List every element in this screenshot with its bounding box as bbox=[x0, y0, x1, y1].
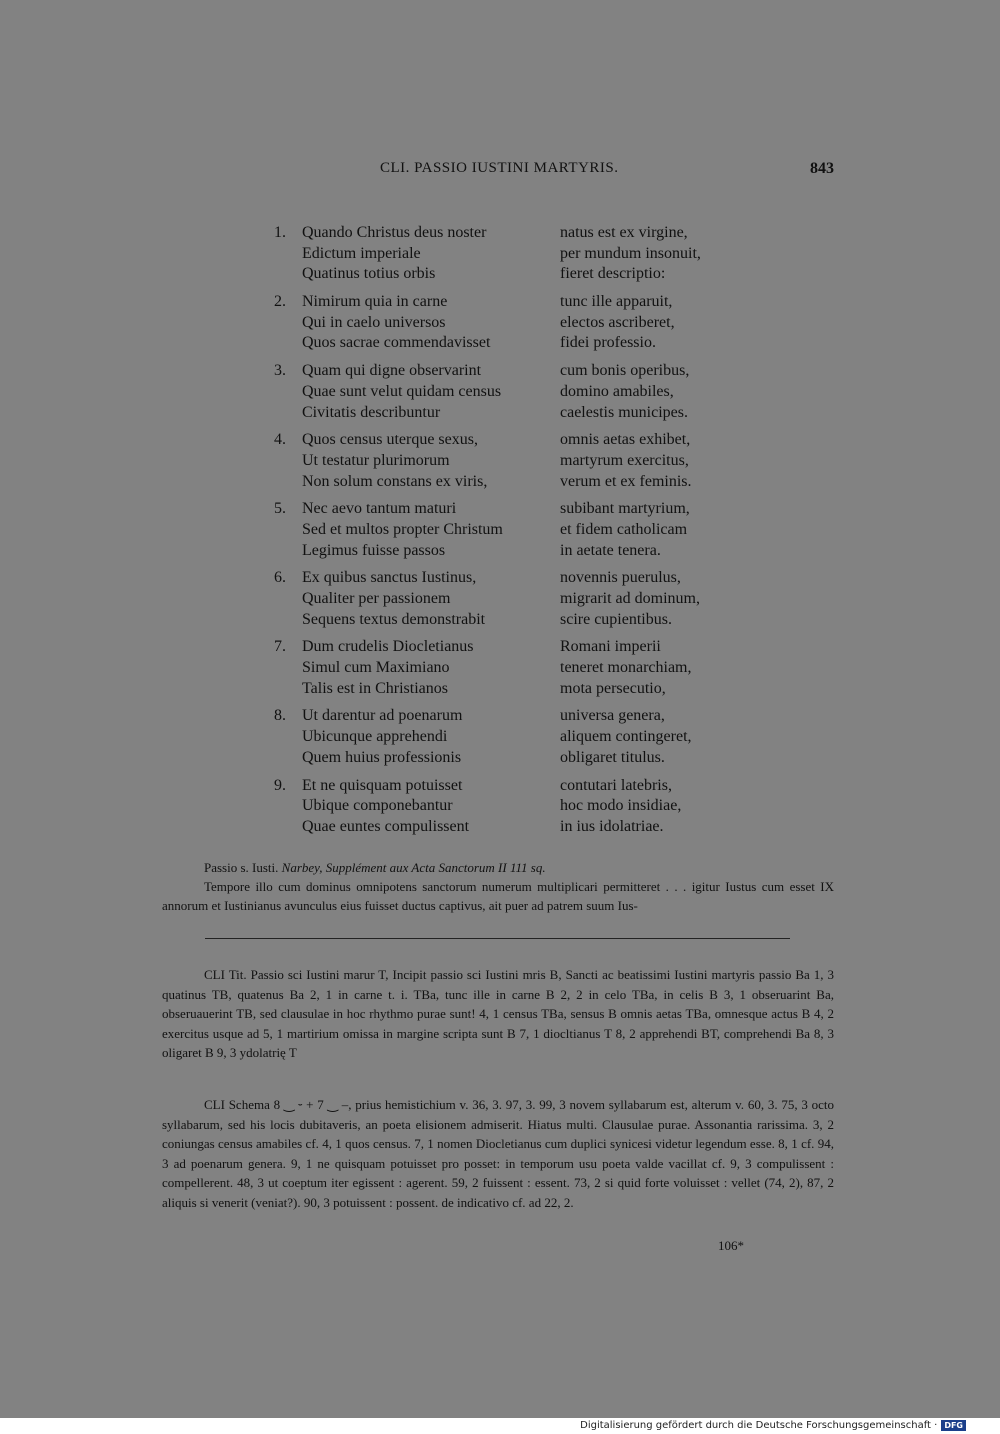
stanza bbox=[270, 776, 770, 838]
stanza-number: 4. bbox=[274, 431, 286, 449]
verse-second-hemistich: mota persecutio, bbox=[560, 679, 666, 697]
verse-line bbox=[270, 451, 770, 472]
verse-line bbox=[270, 333, 770, 354]
verse-second-hemistich: teneret monarchiam, bbox=[560, 659, 692, 677]
verse-line bbox=[270, 748, 770, 769]
verse-second-hemistich: universa genera, bbox=[560, 707, 665, 725]
apparatus-metrical bbox=[162, 1095, 834, 1213]
verse-line bbox=[270, 679, 770, 700]
verse-first-hemistich: Ut darentur ad poenarum bbox=[302, 707, 463, 725]
source-text: Tempore illo cum dominus omnipotens sanctorum numerum multiplicari permitteret . . . igitur Iustus cum esset IX annorum et Iustinianus avunculus eius fuisset ductus captivus, ait puer ad patrem suum Ius- bbox=[162, 879, 834, 913]
verse-line bbox=[270, 264, 770, 285]
verse-first-hemistich: Quos sacrae commendavisset bbox=[302, 334, 491, 352]
apparatus-text: CLI Tit. Passio sci Iustini marur T, Incipit passio sci Iustini mris B, Sancti ac beatissimi Iustini martyris passio Ba 1, 3 quatinus TB, quatenus Ba 2, 1 in carne t. i. TBa, tunc ille in carne B 2, 2 in celo TBa, in celis B 3, 1 obseruarint Ba, obseruauerint TB, sed clausulae in hoc rhythmo purae sunt! 4, 1 census TBa, sensus B omnis aetas TBa, omnesque actus B 4, 2 exercitus usque ad 5, 1 martirium omissa in margine scripta sunt B 7, 1 diocltianus T 8, 2 apprehendi BT, comprehendi Ba 8, 3 oligaret B 9, 3 ydolatrię T bbox=[162, 967, 834, 1061]
stanza bbox=[270, 706, 770, 768]
verse-line bbox=[270, 568, 770, 589]
stanza bbox=[270, 361, 770, 423]
verse-first-hemistich: Ubique componebantur bbox=[302, 797, 453, 815]
verse-second-hemistich: per mundum insonuit, bbox=[560, 244, 701, 262]
metrical-notes-text: CLI Schema 8 ‿ ⏑ + 7 ‿ –, prius hemistichium v. 36, 3. 97, 3. 99, 3 novem syllabarum est, alterum v. 60, 3. 75, 3 octo syllabarum, sed his locis dubitaveris, an poeta elisionem admiserit. Hiatus multi. Clausulae purae. Assonantia rarissima. 3, 2 coniungas census amabiles cf. 4, 1 quos census. 7, 1 nomen Diocletianus cum duplici synicesi videtur legendum esse. 8, 1 cf. 94, 3 ad poenarum genera. 9, 1 ne quisquam potuisset pro posset: in temporum usu poeta valde vacillat cf. 9, 3 compulissent : compellerent. 48, 3 ut coeptum iter egissent : agerent. 59, 2 fuissent : essent. 73, 2 si quid forte voluisset : vellet (74, 2), 87, 2 aliquis si venerit (veniat?). 90, 3 potuissent : possent. de indicativo cf. ad 22, 2. bbox=[162, 1097, 834, 1210]
footer bbox=[580, 1420, 966, 1431]
verse-first-hemistich: Ut testatur plurimorum bbox=[302, 451, 450, 469]
stanza-number: 8. bbox=[274, 707, 286, 725]
stanza bbox=[270, 568, 770, 630]
verse-first-hemistich: Nec aevo tantum maturi bbox=[302, 500, 457, 518]
verse-second-hemistich: obligaret titulus. bbox=[560, 748, 665, 766]
verse-first-hemistich: Legimus fuisse passos bbox=[302, 541, 446, 559]
verse-line bbox=[270, 292, 770, 313]
verse-first-hemistich: Et ne quisquam potuisset bbox=[302, 776, 463, 794]
stanza-number: 9. bbox=[274, 776, 286, 794]
footer-text: Digitalisierung gefördert durch die Deutsche Forschungsgemeinschaft · bbox=[580, 1420, 938, 1431]
verse-line bbox=[270, 541, 770, 562]
verse-first-hemistich: Quae euntes compulissent bbox=[302, 817, 470, 835]
running-head: CLI. PASSIO IUSTINI MARTYRIS. bbox=[380, 160, 619, 176]
verse-first-hemistich: Non solum constans ex viris, bbox=[302, 472, 488, 490]
verse-line bbox=[270, 382, 770, 403]
verse-line bbox=[270, 706, 770, 727]
verse-second-hemistich: novennis puerulus, bbox=[560, 569, 681, 587]
verse-line bbox=[270, 430, 770, 451]
stanza bbox=[270, 499, 770, 561]
verse-first-hemistich: Quam qui digne observarint bbox=[302, 362, 482, 380]
verse-line bbox=[270, 589, 770, 610]
verse-second-hemistich: contutari latebris, bbox=[560, 776, 672, 794]
verse-line bbox=[270, 776, 770, 797]
stanza bbox=[270, 292, 770, 354]
verse-first-hemistich: Quos census uterque sexus, bbox=[302, 431, 478, 449]
verse-second-hemistich: caelestis municipes. bbox=[560, 403, 688, 421]
verse-line bbox=[270, 727, 770, 748]
verse-first-hemistich: Nimirum quia in carne bbox=[302, 293, 448, 311]
verse-line bbox=[270, 403, 770, 424]
source-block bbox=[162, 858, 834, 915]
stanza bbox=[270, 637, 770, 699]
verse-second-hemistich: martyrum exercitus, bbox=[560, 451, 689, 469]
verse-second-hemistich: fieret descriptio: bbox=[560, 265, 666, 283]
verse-line bbox=[270, 610, 770, 631]
verse-second-hemistich: tunc ille apparuit, bbox=[560, 293, 673, 311]
verse-second-hemistich: Romani imperii bbox=[560, 638, 661, 656]
apparatus-critical bbox=[162, 965, 834, 1063]
verse-first-hemistich: Quae sunt velut quidam census bbox=[302, 382, 502, 400]
verse-second-hemistich: omnis aetas exhibet, bbox=[560, 431, 691, 449]
verse-line bbox=[270, 658, 770, 679]
page-number: 843 bbox=[810, 160, 834, 177]
verse-first-hemistich: Edictum imperiale bbox=[302, 244, 421, 262]
verse-line bbox=[270, 637, 770, 658]
verse-first-hemistich: Talis est in Christianos bbox=[302, 679, 448, 697]
verse-second-hemistich: migrarit ad dominum, bbox=[560, 590, 700, 607]
verse-line bbox=[270, 472, 770, 493]
verse-line bbox=[270, 499, 770, 520]
verse-first-hemistich: Qualiter per passionem bbox=[302, 590, 451, 607]
source-reference: Narbey, Supplément aux Acta Sanctorum II 111 sq. bbox=[281, 860, 546, 875]
verse-second-hemistich: aliquem contingeret, bbox=[560, 728, 692, 746]
stanza-number: 2. bbox=[274, 293, 286, 311]
stanza-number: 3. bbox=[274, 362, 286, 380]
stanza bbox=[270, 223, 770, 285]
verse-first-hemistich: Quatinus totius orbis bbox=[302, 265, 436, 283]
stanza bbox=[270, 430, 770, 492]
verse-first-hemistich: Quem huius professionis bbox=[302, 748, 462, 766]
verse-second-hemistich: verum et ex feminis. bbox=[560, 472, 692, 490]
verse-first-hemistich: Sed et multos propter Christum bbox=[302, 520, 503, 538]
verse-second-hemistich: in aetate tenera. bbox=[560, 541, 661, 559]
verse-first-hemistich: Dum crudelis Diocletianus bbox=[302, 638, 474, 656]
poem bbox=[270, 223, 770, 845]
verse-second-hemistich: fidei professio. bbox=[560, 334, 656, 352]
verse-first-hemistich: Civitatis describuntur bbox=[302, 403, 441, 421]
verse-first-hemistich: Sequens textus demonstrabit bbox=[302, 610, 486, 628]
verse-second-hemistich: subibant martyrium, bbox=[560, 500, 690, 518]
verse-first-hemistich: Ubicunque apprehendi bbox=[302, 728, 448, 746]
stanza-number: 7. bbox=[274, 638, 286, 656]
verse-second-hemistich: domino amabiles, bbox=[560, 382, 674, 400]
verse-line bbox=[270, 817, 770, 838]
verse-second-hemistich: cum bonis operibus, bbox=[560, 362, 690, 380]
verse-line bbox=[270, 244, 770, 265]
signature-mark: 106* bbox=[718, 1238, 744, 1253]
footnote-rule bbox=[205, 938, 790, 939]
verse-second-hemistich: in ius idolatriae. bbox=[560, 817, 664, 835]
stanza-number: 5. bbox=[274, 500, 286, 518]
stanza-number: 1. bbox=[274, 224, 286, 241]
verse-line bbox=[270, 520, 770, 541]
source-label: Passio s. Iusti. bbox=[204, 860, 279, 875]
verse-first-hemistich: Quando Christus deus noster bbox=[302, 224, 487, 241]
verse-line bbox=[270, 313, 770, 334]
verse-second-hemistich: electos ascriberet, bbox=[560, 313, 675, 331]
verse-line bbox=[270, 796, 770, 817]
verse-second-hemistich: et fidem catholicam bbox=[560, 520, 688, 538]
verse-second-hemistich: scire cupientibus. bbox=[560, 610, 672, 628]
verse-line bbox=[270, 223, 770, 244]
verse-second-hemistich: natus est ex virgine, bbox=[560, 224, 688, 241]
verse-second-hemistich: hoc modo insidiae, bbox=[560, 797, 682, 815]
verse-first-hemistich: Ex quibus sanctus Iustinus, bbox=[302, 569, 477, 587]
verse-line bbox=[270, 361, 770, 382]
verse-first-hemistich: Simul cum Maximiano bbox=[302, 659, 450, 677]
verse-first-hemistich: Qui in caelo universos bbox=[302, 313, 446, 331]
dfg-logo: DFG bbox=[941, 1420, 966, 1431]
stanza-number: 6. bbox=[274, 569, 286, 587]
